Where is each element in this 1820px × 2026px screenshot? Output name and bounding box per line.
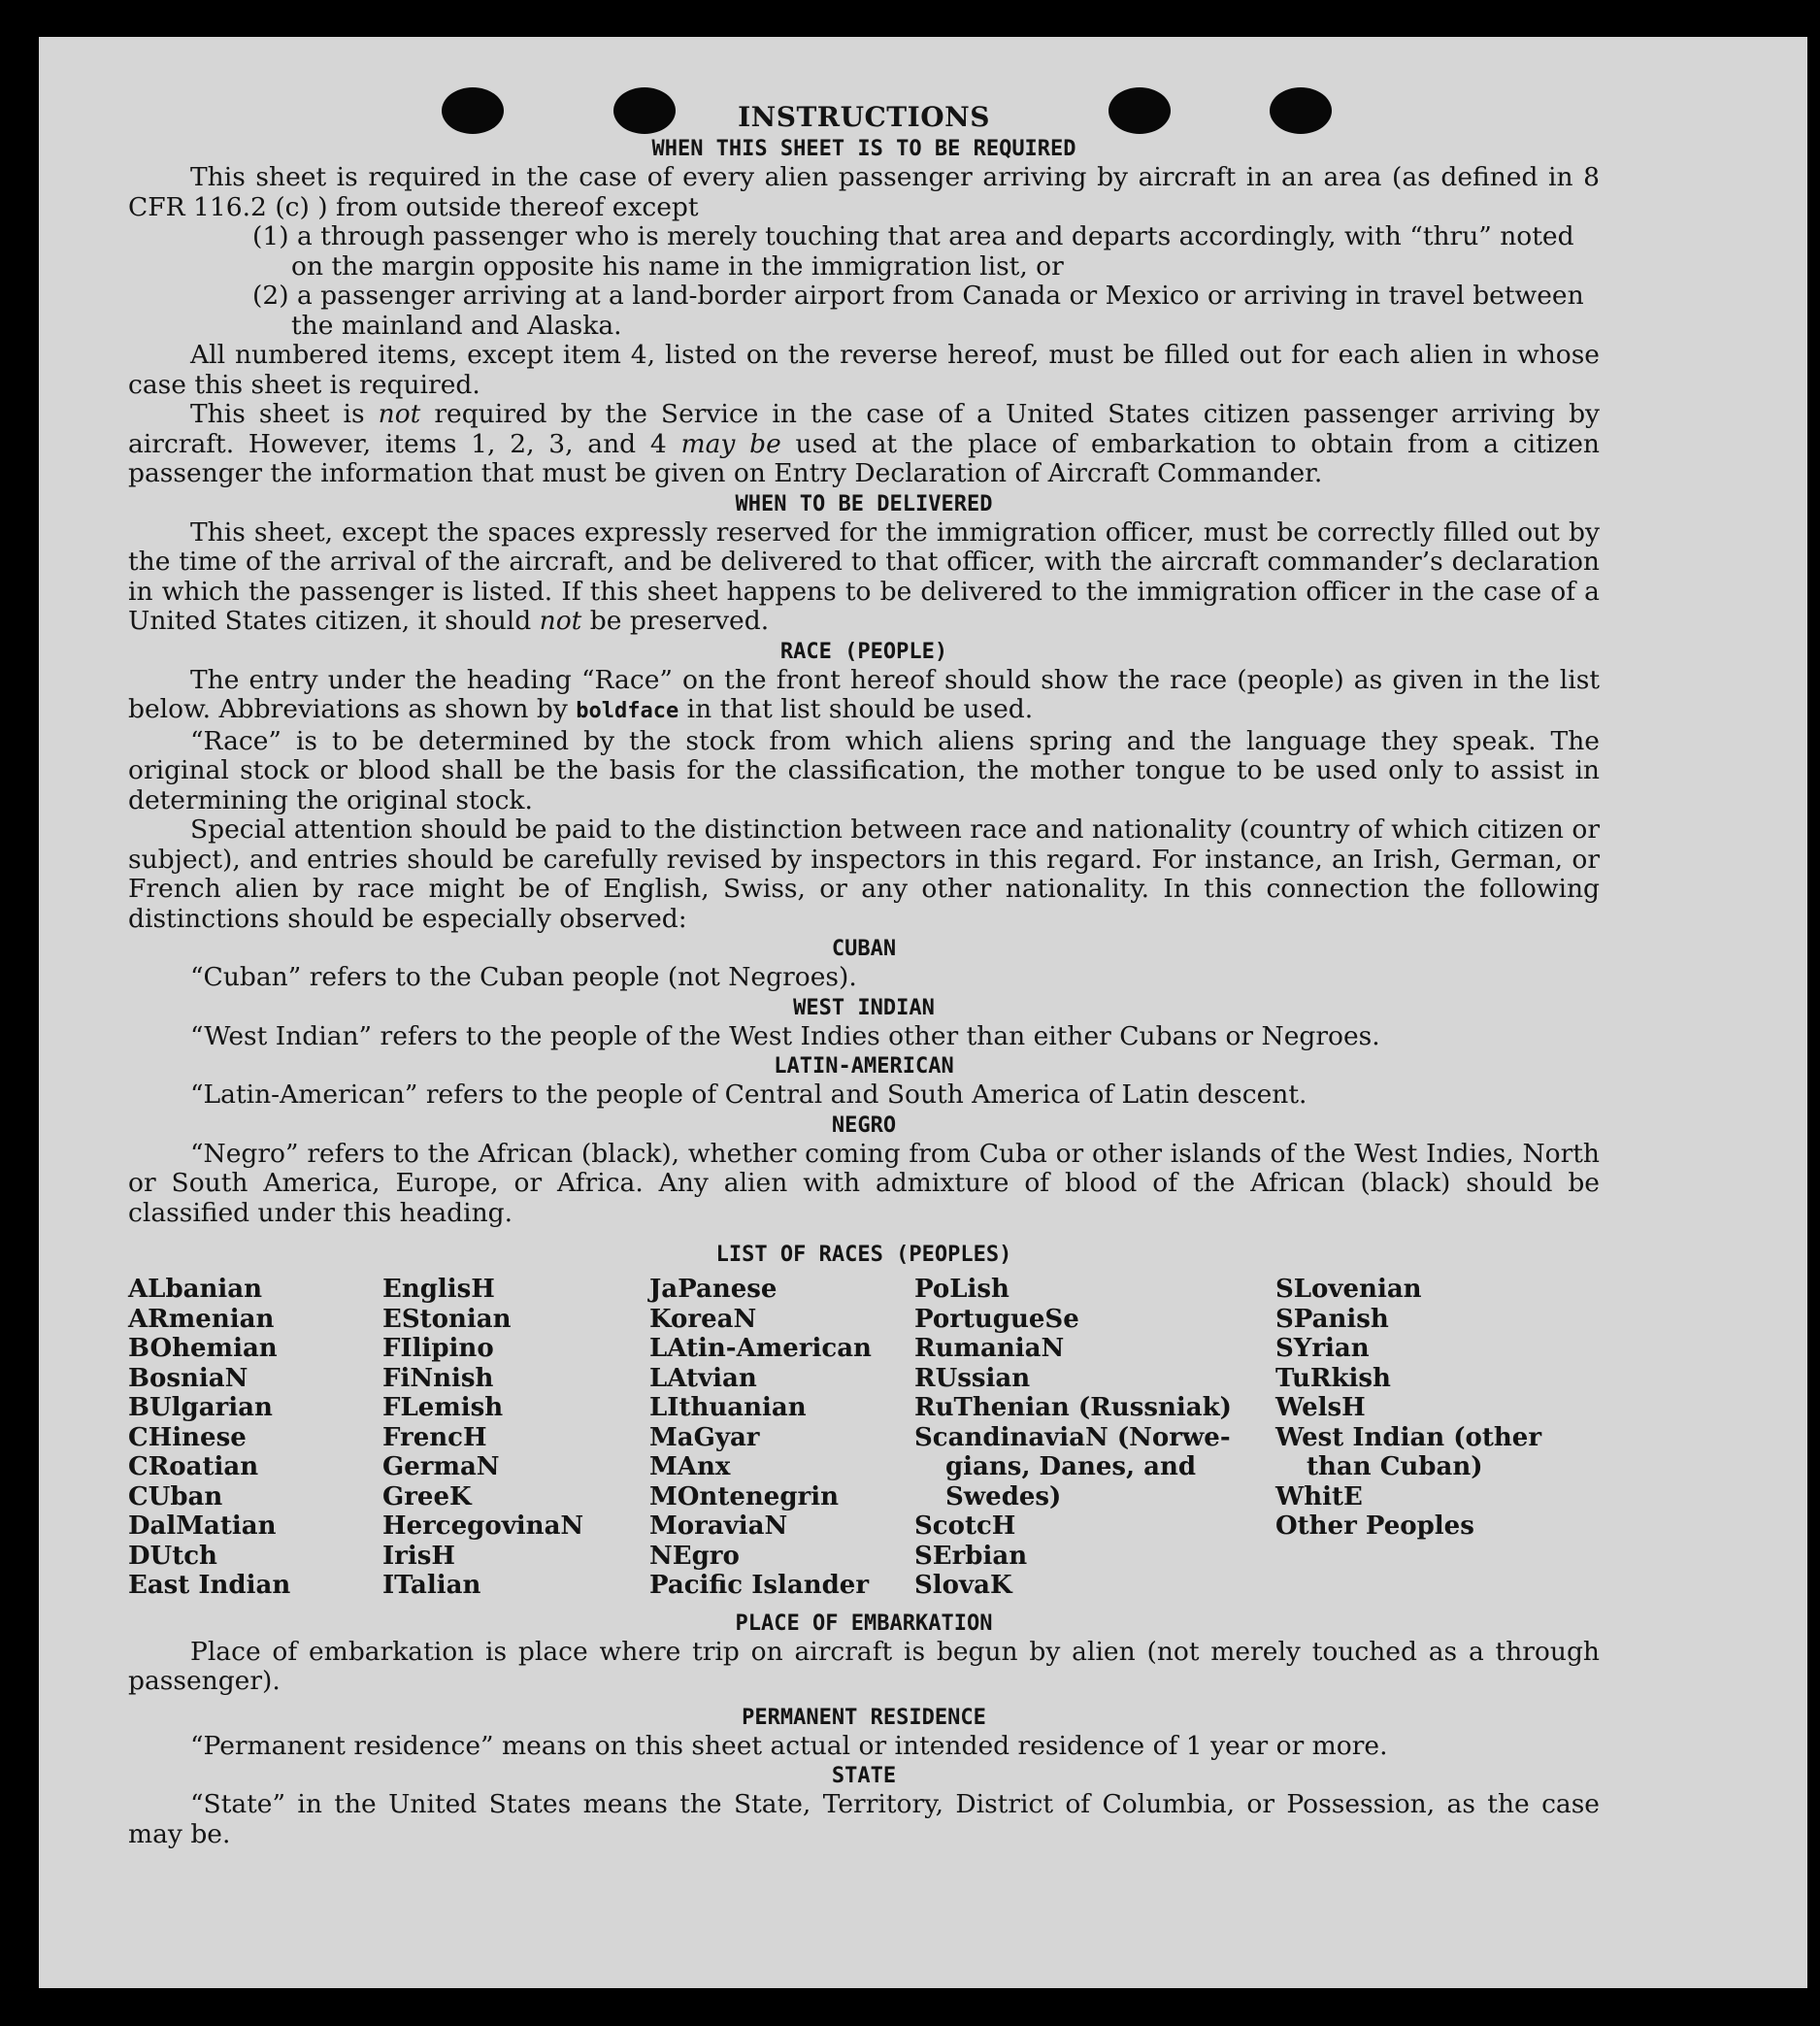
race-entry: MoraviaN: [649, 1511, 788, 1541]
p3-text-b: required by the Service in the case of a United States citizen passenger arriving by aircraft. However, items 1, 2, 3, and 4: [128, 399, 1601, 459]
race-entry: CRoatian: [128, 1452, 259, 1481]
race-entry: DUtch: [128, 1541, 217, 1571]
heading-race: RACE (PEOPLE): [779, 639, 948, 664]
race-entry: MaGyar: [649, 1422, 760, 1452]
race-entry: SYrian: [1275, 1334, 1370, 1363]
p3-text-c: used at the place of embarkation to obtain from a citizen passenger the information that must be given on Entry Declaration of Aircraft Commander.: [128, 428, 1600, 488]
race-paragraph-3: Special attention should be paid to the distinction between race and nationality (country of which citizen or subject), and entries should be carefully revised by inspectors in this regard. For instance, an Irish, German, or French alien by race might be of English, Swiss, or any other nationality. In this connection the following distinctions should be especially observed:: [128, 814, 1600, 934]
race-entry: ALbanian: [128, 1275, 263, 1304]
race-entry: MAnx: [649, 1452, 731, 1481]
race-entry: FLemish: [382, 1393, 504, 1422]
heading-negro: NEGRO: [831, 1113, 897, 1138]
race-entry: CHinese: [128, 1422, 247, 1452]
required-paragraph-3: [128, 400, 1600, 489]
race-entry: IrisH: [382, 1541, 455, 1571]
race-entry: SLovenian: [1275, 1275, 1422, 1304]
required-paragraph-1: This sheet is required in the case of every alien passenger arriving by aircraft in an area (as defined in 8 CFR 116.2 (c) ) from outside thereof except: [128, 162, 1600, 222]
race-entry-continued: gians, Danes, and: [945, 1452, 1197, 1481]
delivered-text-b: be preserved.: [581, 606, 770, 636]
race-entry: PoLish: [914, 1275, 1009, 1304]
races-column-2: [382, 1275, 649, 1601]
race-entry: RumaniaN: [914, 1334, 1065, 1363]
race-entry: Other Peoples: [1275, 1511, 1474, 1541]
state-text: “State” in the United States means the State, Territory, District of Columbia, or Possession, as the case may be.: [128, 1789, 1600, 1849]
race-paragraph-1: [128, 666, 1600, 727]
race-entry: GermaN: [382, 1452, 500, 1481]
race-entry: SlovaK: [914, 1571, 1012, 1600]
embarkation-text: Place of embarkation is place where trip on aircraft is begun by alien (not merely touched as a through passenger).: [128, 1636, 1600, 1696]
race-entry: KoreaN: [649, 1304, 757, 1334]
race-entry: NEgro: [649, 1541, 740, 1571]
race-entry: PortugueSe: [914, 1304, 1079, 1334]
race-entry: SPanish: [1275, 1304, 1389, 1334]
race-entry: ARmenian: [128, 1304, 275, 1334]
delivered-paragraph: [128, 518, 1600, 637]
race-entry: FiNnish: [382, 1363, 494, 1393]
race-entry: HercegovinaN: [382, 1511, 584, 1541]
race-entry: FrencH: [382, 1422, 487, 1452]
west-indian-text: “West Indian” refers to the people of the West Indies other than either Cubans or Negroes.: [190, 1020, 1380, 1051]
race-entry: LAtin-American: [649, 1334, 872, 1363]
race-entry: DalMatian: [128, 1511, 277, 1541]
document-sheet: [39, 37, 1807, 1988]
races-column-3: [649, 1275, 914, 1601]
negro-text: “Negro” refers to the African (black), whether coming from Cuba or other islands of the West Indies, North or South America, Europe, or Africa. Any alien with admixture of blood of the African (black) should be classified under this heading.: [128, 1138, 1600, 1228]
race-entry: East Indian: [128, 1571, 291, 1600]
race-text-a: The entry under the heading “Race” on the front hereof should show the race (people) as given in the list below. Abbreviations as shown by: [128, 664, 1600, 724]
race-entry: BosniaN: [128, 1363, 248, 1393]
residence-text: “Permanent residence” means on this sheet actual or intended residence of 1 year or more.: [190, 1730, 1388, 1761]
race-entry: MOntenegrin: [649, 1481, 839, 1511]
delivered-text-a: This sheet, except the spaces expressly reserved for the immigration officer, must be correctly filled out by the time of the arrival of the aircraft, and be delivered to that officer, with the aircraft commander’s declaration in which the passenger is listed. If this sheet happens to be delivered to the immigration officer in the case of a United States citizen, it should: [128, 516, 1600, 636]
heading-state: STATE: [831, 1764, 897, 1788]
races-column-5: [1275, 1275, 1567, 1601]
races-list: [128, 1275, 1600, 1601]
race-paragraph-2: “Race” is to be determined by the stock from which aliens spring and the language they speak. The original stock or blood shall be the basis for the classification, the mother tongue to be used only to assist in determining the original stock.: [128, 725, 1600, 815]
race-entry: West Indian (other: [1275, 1422, 1542, 1452]
latin-american-text: “Latin-American” refers to the people of Central and South America of Latin descent.: [190, 1079, 1307, 1110]
race-entry: CUban: [128, 1481, 223, 1511]
race-entry: FIlipino: [382, 1334, 494, 1363]
p3-not-italic: not: [378, 399, 421, 429]
race-text-b: in that list should be used.: [678, 694, 1034, 724]
heading-latin-american: LATIN-AMERICAN: [774, 1054, 954, 1079]
race-entry: LAtvian: [649, 1363, 757, 1393]
race-entry: BUlgarian: [128, 1393, 273, 1422]
heading-when-required: WHEN THIS SHEET IS TO BE REQUIRED: [651, 137, 1076, 161]
cuban-text: “Cuban” refers to the Cuban people (not Negroes).: [190, 962, 857, 992]
instructions-content: [128, 101, 1600, 1849]
required-exception-1: (1) a through passenger who is merely touching that area and departs accordingly, with “thru” noted on the margin opposite his name in the immigration list, or: [252, 221, 1574, 282]
race-entry: EnglisH: [382, 1275, 495, 1304]
required-exception-2: (2) a passenger arriving at a land-border airport from Canada or Mexico or arriving in travel between the mainland and Alaska.: [252, 281, 1584, 341]
heading-west-indian: WEST INDIAN: [793, 995, 935, 1020]
required-paragraph-2: All numbered items, except item 4, listed on the reverse hereof, must be filled out for each alien in whose case this sheet is required.: [128, 340, 1600, 400]
heading-cuban: CUBAN: [831, 937, 897, 961]
heading-list-of-races: LIST OF RACES (PEOPLES): [715, 1243, 1012, 1267]
race-entry: GreeK: [382, 1481, 472, 1511]
race-entry: EStonian: [382, 1304, 512, 1334]
races-column-4: [914, 1275, 1275, 1601]
race-boldface-word: boldface: [576, 699, 679, 723]
race-entry: WelsH: [1275, 1393, 1366, 1422]
race-entry: RUssian: [914, 1363, 1031, 1393]
heading-permanent-residence: PERMANENT RESIDENCE: [742, 1705, 986, 1730]
page-title: INSTRUCTIONS: [738, 101, 990, 133]
race-entry: TuRkish: [1275, 1363, 1391, 1393]
race-entry: LIthuanian: [649, 1393, 807, 1422]
race-entry: JaPanese: [649, 1275, 778, 1304]
race-entry: RuThenian (Russniak): [914, 1393, 1232, 1422]
race-entry: ScotcH: [914, 1511, 1016, 1541]
p3-may-be-italic: may be: [680, 428, 781, 459]
p3-text-a: This sheet is: [190, 399, 379, 429]
heading-when-delivered: WHEN TO BE DELIVERED: [735, 491, 993, 516]
heading-place-of-embarkation: PLACE OF EMBARKATION: [735, 1611, 993, 1636]
race-entry: SErbian: [914, 1541, 1028, 1571]
races-column-1: [128, 1275, 382, 1601]
race-entry: ScandinaviaN (Norwe-: [914, 1422, 1231, 1452]
race-entry-continued: Swedes): [945, 1481, 1062, 1511]
race-entry-continued: than Cuban): [1307, 1452, 1483, 1481]
race-entry: Pacific Islander: [649, 1571, 870, 1600]
race-entry: WhitE: [1275, 1481, 1363, 1511]
race-entry: BOhemian: [128, 1334, 278, 1363]
delivered-not-italic: not: [539, 606, 582, 636]
race-entry: ITalian: [382, 1571, 481, 1600]
